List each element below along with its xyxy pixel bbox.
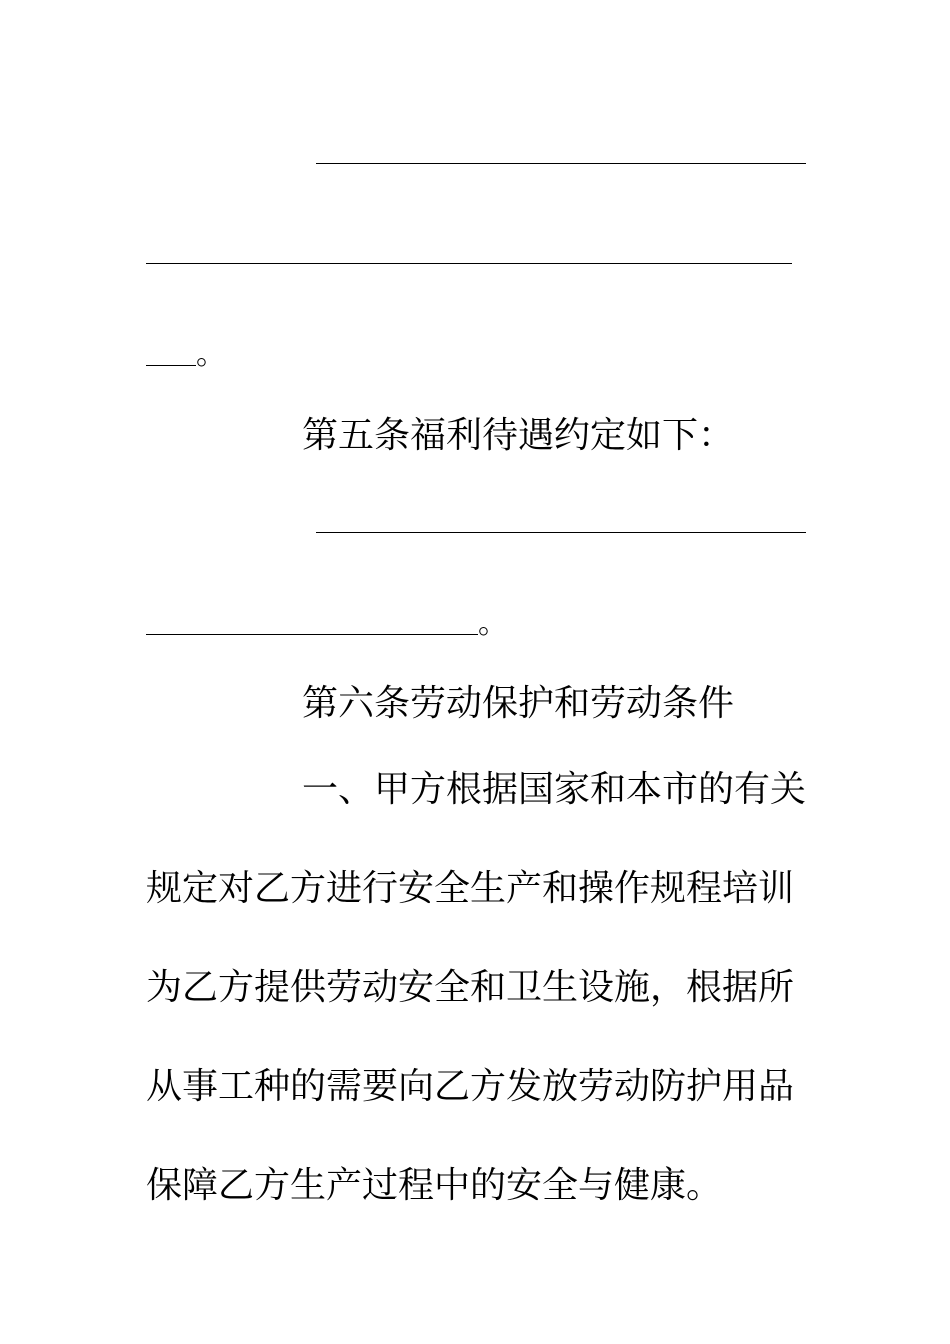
article-6-heading: 第六条劳动保护和劳动条件 [302, 683, 735, 724]
period-mark: 。 [196, 337, 226, 372]
clause-line: 保障乙方生产过程中的安全与健康。 [146, 1165, 723, 1206]
blank-line[interactable] [146, 634, 478, 635]
blank-line[interactable] [316, 163, 806, 164]
clause-line: 为乙方提供劳动安全和卫生设施，根据所 [146, 967, 795, 1008]
blank-line[interactable] [316, 532, 806, 533]
period-mark: 。 [478, 606, 508, 641]
clause-line: 规定对乙方进行安全生产和操作规程培训 [146, 868, 795, 909]
clause-line: 从事工种的需要向乙方发放劳动防护用品 [146, 1066, 795, 1107]
blank-line[interactable] [146, 365, 196, 366]
article-5-heading: 第五条福利待遇约定如下： [302, 415, 735, 456]
clause-line: 一、甲方根据国家和本市的有关 [302, 769, 807, 810]
blank-line[interactable] [146, 263, 792, 264]
